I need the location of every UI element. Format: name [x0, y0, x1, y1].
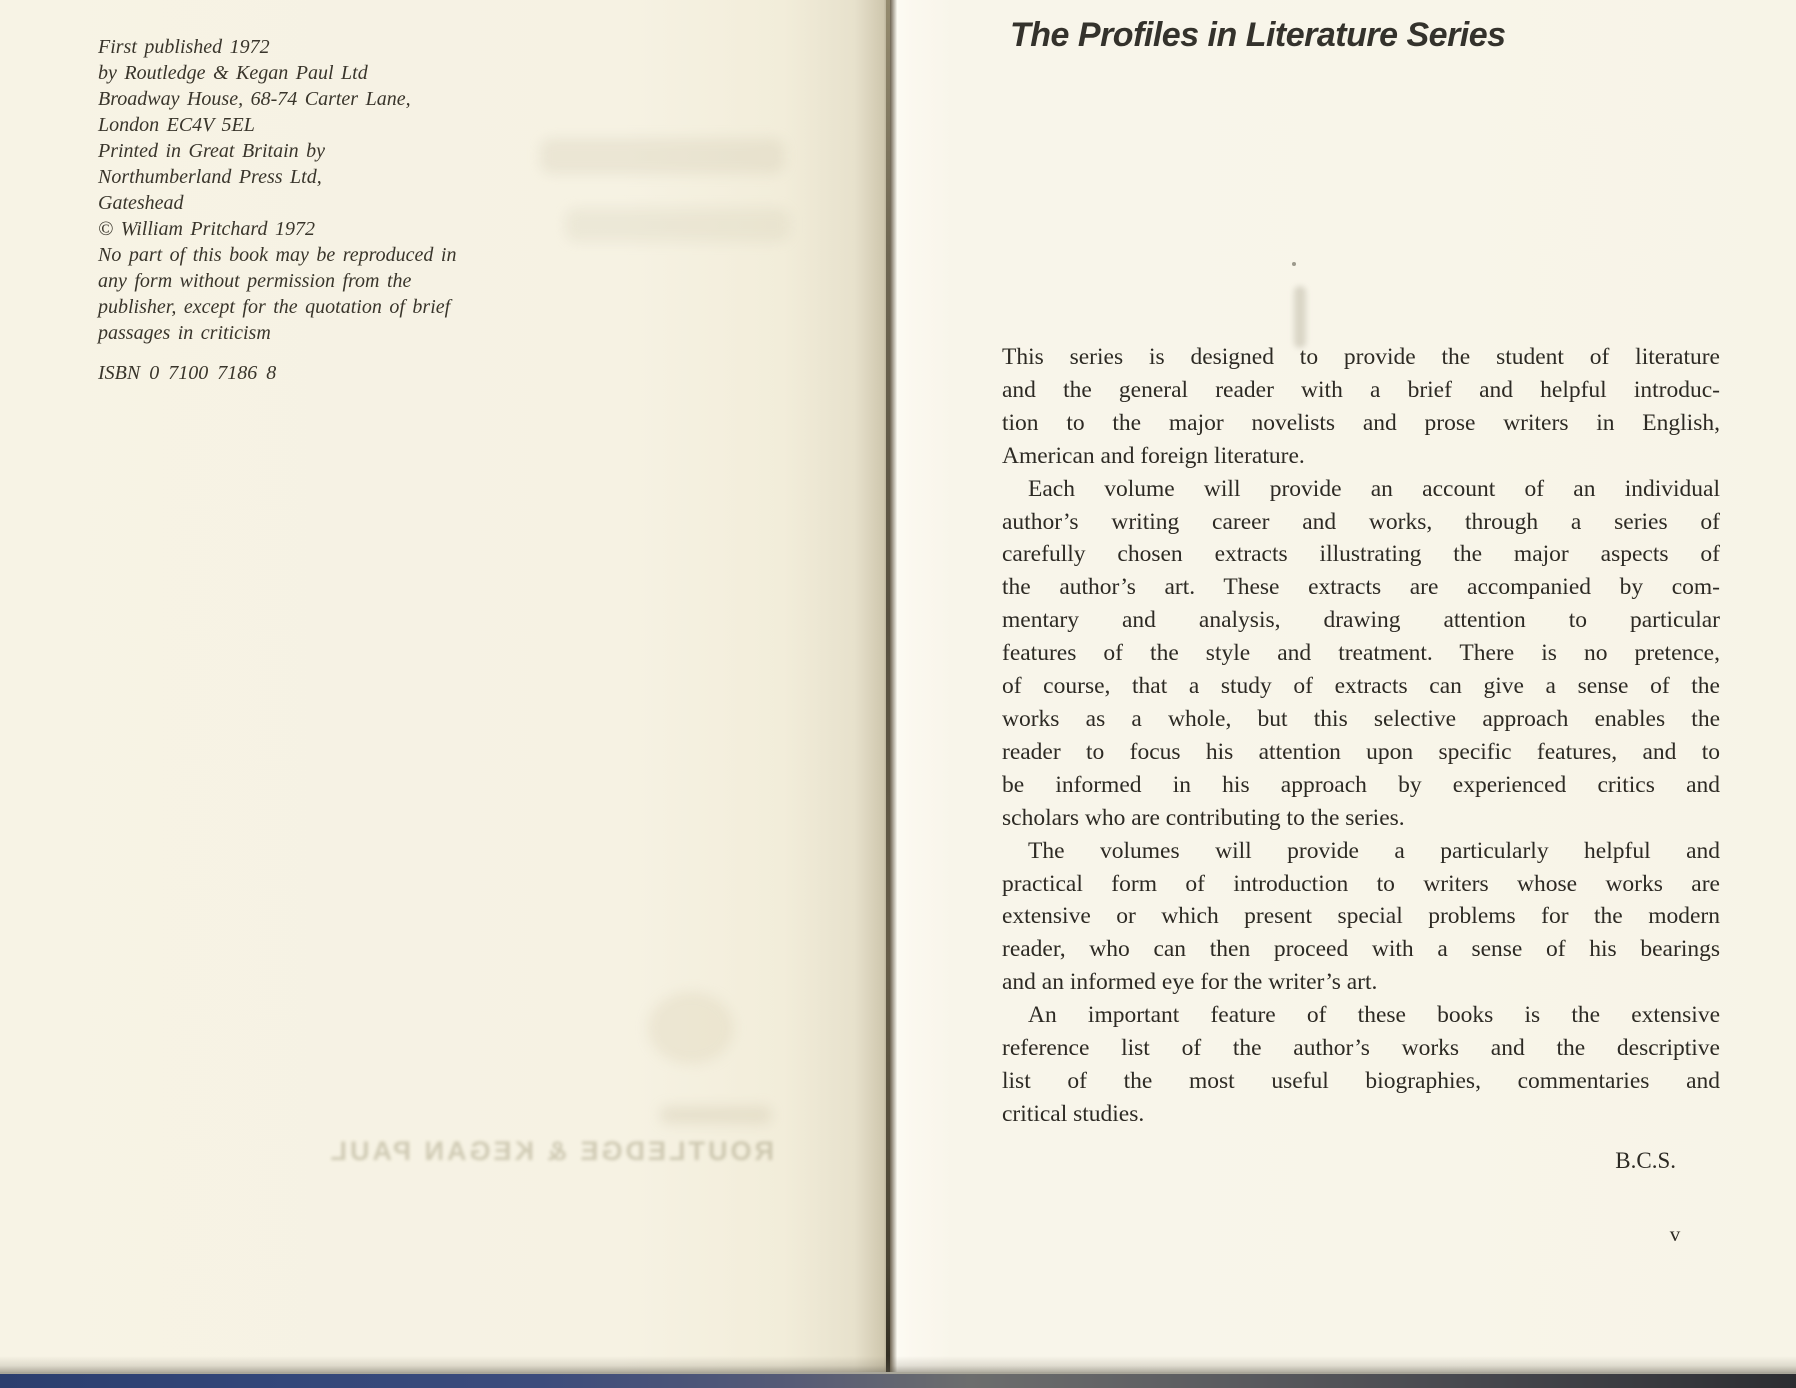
text-line: and an informed eye for the writer’s art.	[1002, 969, 1378, 996]
page-bottom-shadow	[0, 1356, 1796, 1372]
right-page	[890, 0, 1796, 1374]
paragraph-2	[1002, 473, 1720, 835]
text-line: Gateshead	[98, 192, 184, 214]
text-line: tion to the major novelists and prose writers in English,	[1002, 409, 1720, 436]
paragraph-3	[1002, 835, 1720, 1000]
text-line: reader to focus his attention upon specific features, and to	[1002, 738, 1720, 765]
text-line: Each volume will provide an account of an individual	[1028, 475, 1720, 502]
show-through-publisher-text: ROUTLEDGE & KEGAN PAUL	[327, 1136, 774, 1166]
series-description	[1002, 341, 1720, 1178]
show-through-smudge	[540, 138, 785, 174]
text-line: of course, that a study of extracts can give a sense of the	[1002, 673, 1720, 700]
text-line: No part of this book may be reproduced in	[98, 244, 457, 266]
show-through-smudge	[648, 992, 734, 1064]
text-line: publisher, except for the quotation of brief	[98, 296, 451, 318]
show-through-smudge	[660, 1106, 772, 1124]
signature-initials: B.C.S.	[1615, 1147, 1676, 1173]
text-line: any form without permission from the	[98, 270, 412, 292]
colophon	[98, 34, 618, 346]
text-line: by Routledge & Kegan Paul Ltd	[98, 62, 368, 84]
text-line: scholars who are contributing to the series.	[1002, 804, 1405, 831]
text-line: Broadway House, 68-74 Carter Lane,	[98, 88, 411, 110]
page-number: v	[1669, 1222, 1681, 1246]
text-line: Northumberland Press Ltd,	[98, 166, 322, 188]
scan-speck	[1292, 262, 1296, 266]
text-line: extensive or which present special problems for the modern	[1002, 903, 1720, 930]
text-line: © William Pritchard 1972	[98, 218, 315, 240]
text-line: and the general reader with a brief and helpful introduc-	[1002, 376, 1720, 403]
text-line: works as a whole, but this selective approach enables the	[1002, 705, 1720, 732]
text-line: London EC4V 5EL	[98, 114, 255, 136]
text-line: American and foreign literature.	[1002, 442, 1305, 469]
text-line: carefully chosen extracts illustrating the major aspects of	[1002, 541, 1720, 568]
text-line: This series is designed to provide the student of literature	[1002, 344, 1720, 370]
text-line: passages in criticism	[98, 322, 271, 344]
text-line: First published 1972	[98, 36, 270, 58]
text-line: An important feature of these books is the extensive	[1028, 1002, 1720, 1029]
text-line: The volumes will provide a particularly helpful and	[1028, 837, 1720, 864]
text-line: features of the style and treatment. There is no pretence,	[1002, 640, 1720, 667]
paragraph-4	[1002, 999, 1720, 1131]
text-line: reference list of the author’s works and the descriptive	[1002, 1035, 1720, 1062]
series-title: The Profiles in Literature Series	[1010, 16, 1506, 54]
text-line: reader, who can then proceed with a sense of his bearings	[1002, 936, 1720, 963]
text-line: Printed in Great Britain by	[98, 140, 326, 162]
text-line: list of the most useful biographies, commentaries and	[1002, 1067, 1720, 1094]
scan-smudge	[1294, 286, 1306, 348]
text-line: practical form of introduction to writers whose works are	[1002, 870, 1720, 897]
text-line: critical studies.	[1002, 1100, 1145, 1127]
text-line: be informed in his approach by experienced critics and	[1002, 771, 1720, 798]
show-through-smudge	[565, 208, 790, 242]
text-line: mentary and analysis, drawing attention to particular	[1002, 607, 1720, 634]
text-line: the author’s art. These extracts are accompanied by com-	[1002, 574, 1720, 601]
left-page	[0, 0, 890, 1374]
isbn-line: ISBN 0 7100 7186 8	[98, 362, 277, 384]
text-line: author’s writing career and works, through a series of	[1002, 508, 1720, 535]
paragraph-1	[1002, 341, 1720, 473]
